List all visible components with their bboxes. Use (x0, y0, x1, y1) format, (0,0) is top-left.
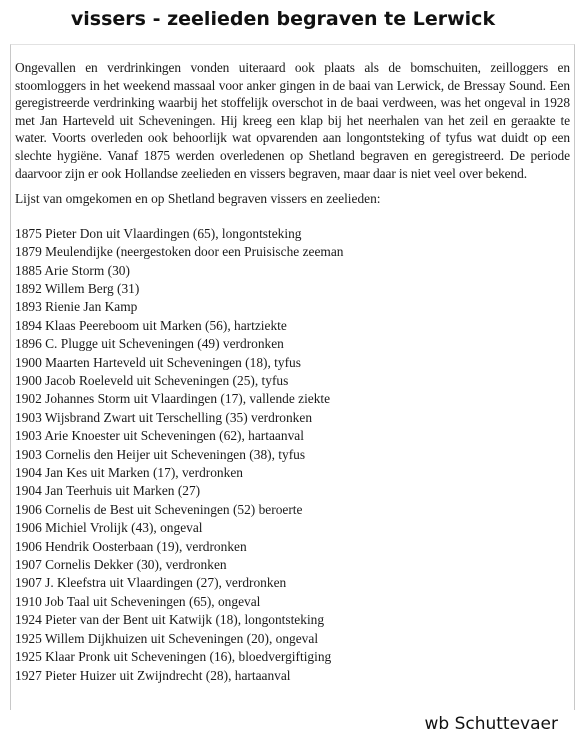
list-item: 1903 Arie Knoester uit Scheveningen (62), hartaanval (15, 428, 304, 444)
list-item: 1910 Job Taal uit Scheveningen (65), ongeval (15, 593, 261, 609)
list-item: 1907 Cornelis Dekker (30), verdronken (15, 557, 227, 573)
list-item: 1900 Jacob Roeleveld uit Scheveningen (25), tyfus (15, 373, 289, 388)
list-item: 1900 Maarten Harteveld uit Scheveningen (18), tyfus (15, 354, 301, 370)
source-credit: wb Schuttevaer (424, 714, 558, 734)
list-item: 1924 Pieter van der Bent uit Katwijk (18), longontsteking (15, 612, 325, 628)
document-frame (10, 44, 575, 710)
intro-paragraph: Ongevallen en verdrinkingen vonden uiteraard ook plaats als de bomschuiten, zeilloggers en stoomloggers in het weekend massaal voor anker gingen in de baai van Lerwick, de Bressay Sound. Een geregistreerde verdrinking waarbij het stoffelijk overschot in de baai verdween, was het ongeval in 1928 met Jan Harteveld uit Scheveningen. Hij kreeg een klap bij het neerhalen van het zeil en geraakte te water. Voorts overleden ook behoorlijk wat opvarenden aan longontsteking of tyfus wat duidt op een slechte hygiëne. Vanaf 1875 werden overledenen op Shetland begraven en geregistreerd. De periode daarvoor zijn er ook Hollandse zeelieden en vissers begraven, maar daar is niet veel over bekend. (15, 60, 570, 181)
list-item: 1906 Michiel Vrolijk (43), ongeval (15, 520, 203, 536)
list-item: 1903 Cornelis den Heijer uit Scheveningen (38), tyfus (15, 446, 306, 462)
list-item: 1885 Arie Storm (30) (15, 262, 130, 278)
list-item: 1903 Wijsbrand Zwart uit Terschelling (35) verdronken (15, 409, 313, 425)
list-item: 1927 Pieter Huizer uit Zwijndrecht (28), hartaanval (15, 667, 291, 683)
page-title: vissers - zeelieden begraven te Lerwick (70, 8, 496, 30)
list-heading: Lijst van omgekomen en op Shetland begraven vissers en zeelieden: (15, 191, 381, 207)
list-item: 1906 Cornelis de Best uit Scheveningen (52) beroerte (15, 501, 303, 517)
list-item: 1893 Rienie Jan Kamp (15, 299, 138, 315)
list-item: 1896 C. Plugge uit Scheveningen (49) verdronken (15, 336, 284, 352)
list-item: 1892 Willem Berg (31) (15, 280, 140, 296)
list-item: 1879 Meulendijke (neergestoken door een Pruisische zeeman (15, 244, 344, 260)
list-item: 1925 Willem Dijkhuizen uit Scheveningen (20), ongeval (15, 630, 319, 646)
list-item: 1907 J. Kleefstra uit Vlaardingen (27), verdronken (15, 575, 287, 591)
burial-list (15, 225, 570, 685)
list-item: 1894 Klaas Peereboom uit Marken (56), hartziekte (15, 317, 287, 333)
list-item: 1902 Johannes Storm uit Vlaardingen (17), vallende ziekte (15, 391, 331, 407)
list-item: 1906 Hendrik Oosterbaan (19), verdronken (15, 538, 247, 554)
list-item: 1904 Jan Teerhuis uit Marken (27) (15, 483, 201, 499)
list-item: 1875 Pieter Don uit Vlaardingen (65), longontsteking (15, 225, 302, 241)
list-item: 1904 Jan Kes uit Marken (17), verdronken (15, 465, 243, 481)
list-item: 1925 Klaar Pronk uit Scheveningen (16), bloedvergiftiging (15, 649, 332, 665)
document-body (15, 59, 570, 685)
